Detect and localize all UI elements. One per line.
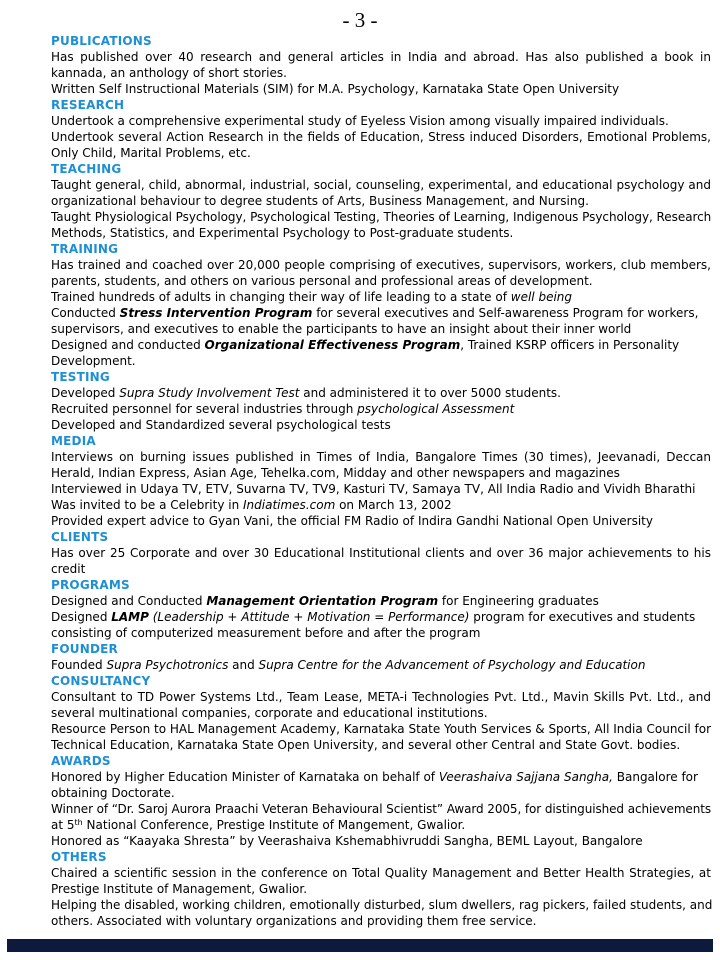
- publications-line: Has published over 40 research and general articles in India and abroad. Has also published a book in: [51, 50, 711, 64]
- awards-text: National Conference, Prestige Institute of Mangement, Gwalior.: [82, 818, 466, 832]
- research-line: Undertook a comprehensive experimental study of Eyeless Vision among visually impaired individuals.: [51, 114, 669, 128]
- others-line: Chaired a scientific session in the conference on Total Quality Management and Better Health Strategies, at: [51, 866, 711, 880]
- veerashaiva-sajjana-sangha: Veerashaiva Sajjana Sangha,: [438, 770, 613, 784]
- consultancy-line: Resource Person to HAL Management Academy, Karnataka State Youth Services & Sports, All India Council for: [51, 722, 712, 736]
- section-heading-media: MEDIA: [51, 434, 96, 448]
- consultancy-line: several multinational companies, corporate and educational institutions.: [51, 706, 488, 720]
- indiatimes-link-text: Indiatimes.com: [243, 498, 336, 512]
- awards-text: Bangalore for: [612, 770, 698, 784]
- teaching-line: Methods, Statistics, and Experimental Psychology to Post-graduate students.: [51, 226, 514, 240]
- supra-study-involvement-test: Supra Study Involvement Test: [119, 386, 300, 400]
- media-line: Herald, Indian Express, Asian Age, Tehelka.com, Midday and other newspapers and magazines: [51, 466, 620, 480]
- management-orientation-program: Management Orientation Program: [206, 594, 439, 608]
- training-line: [51, 337, 711, 353]
- training-line: [51, 305, 711, 321]
- teaching-line: Taught Physiological Psychology, Psychological Testing, Theories of Learning, Indigenous Psychology, Research: [51, 210, 712, 224]
- section-heading-research: RESEARCH: [51, 98, 125, 112]
- training-text: Designed and conducted: [51, 338, 205, 352]
- training-line: Has trained and coached over 20,000 people comprising of executives, supervisors, workers, club members,: [51, 258, 711, 272]
- others-line: Helping the disabled, working children, emotionally disturbed, slum dwellers, rag pickers, failed students, and: [51, 898, 713, 912]
- supra-centre: Supra Centre for the Advancement of Psychology and Education: [258, 658, 646, 672]
- section-heading-awards: AWARDS: [51, 754, 111, 768]
- section-heading-consultancy: CONSULTANCY: [51, 674, 151, 688]
- media-line: Interviews on burning issues published in Times of India, Bangalore Times (30 times), Jeevanadi, Deccan: [51, 450, 711, 464]
- founder-text: and: [228, 658, 259, 672]
- programs-line: [51, 593, 711, 609]
- awards-line: obtaining Doctorate.: [51, 786, 175, 800]
- training-line: parents, students, and others on various personal and professional areas of development.: [51, 274, 593, 288]
- publications-line: Written Self Instructional Materials (SIM) for M.A. Psychology, Karnataka State Open University: [51, 82, 620, 96]
- testing-text: Recruited personnel for several industries through: [51, 402, 358, 416]
- awards-text: at 5: [51, 818, 75, 832]
- others-line: Prestige Institute of Management, Gwalior.: [51, 882, 308, 896]
- resume-page-content: [51, 33, 711, 929]
- awards-line: Honored as “Kaayaka Shresta” by Veerashaiva Kshemabhivruddi Sangha, BEML Layout, Bangalore: [51, 834, 643, 848]
- programs-text: Designed and Conducted: [51, 594, 207, 608]
- programs-text: program for executives and students: [469, 610, 696, 624]
- training-text: Trained hundreds of adults in changing their way of life leading to a state of: [51, 290, 511, 304]
- media-line: Interviewed in Udaya TV, ETV, Suvarna TV, TV9, Kasturi TV, Samaya TV, All India Radio and Vividh Bharathi: [51, 482, 696, 496]
- media-line: Provided expert advice to Gyan Vani, the official FM Radio of Indira Gandhi National Open University: [51, 514, 653, 528]
- teaching-line: organizational behaviour to degree students of Arts, Business Management, and Nursing.: [51, 194, 589, 208]
- training-text: , Trained KSRP officers in Personality: [460, 338, 680, 352]
- teaching-line: Taught general, child, abnormal, industrial, social, counseling, experimental, and educational psychology and: [51, 178, 711, 192]
- clients-line: credit: [51, 562, 86, 576]
- page-number: - 3 -: [342, 8, 378, 32]
- training-line: [51, 289, 711, 305]
- founder-line: [51, 657, 711, 673]
- training-text: Conducted: [51, 306, 120, 320]
- section-heading-others: OTHERS: [51, 850, 107, 864]
- section-heading-teaching: TEACHING: [51, 162, 122, 176]
- awards-line: [51, 817, 711, 833]
- consultancy-line: Technical Education, Karnataka State Open University, and several other Central and State Govt. bodies.: [51, 738, 681, 752]
- research-line: Undertook several Action Research in the fields of Education, Stress induced Disorders, Emotional Problems,: [51, 130, 711, 144]
- programs-line: consisting of computerized measurement before and after the program: [51, 626, 481, 640]
- section-heading-programs: PROGRAMS: [51, 578, 130, 592]
- training-text: for several executives and Self-awareness Program for workers,: [312, 306, 699, 320]
- section-heading-testing: TESTING: [51, 370, 110, 384]
- programs-line: [51, 609, 711, 625]
- psychological-assessment: psychological Assessment: [357, 402, 515, 416]
- awards-line: [51, 769, 711, 785]
- training-line: supervisors, and executives to enable the participants to have an insight about their inner world: [51, 322, 632, 336]
- clients-line: Has over 25 Corporate and over 30 Educational Institutional clients and over 36 major achievements to his: [51, 546, 711, 560]
- section-heading-training: TRAINING: [51, 242, 119, 256]
- training-line: Development.: [51, 354, 136, 368]
- programs-text: for Engineering graduates: [438, 594, 599, 608]
- consultancy-line: Consultant to TD Power Systems Ltd., Team Lease, META-i Technologies Pvt. Ltd., Mavin Skills Pvt. Ltd., and: [51, 690, 711, 704]
- lamp-program: LAMP: [111, 610, 149, 624]
- supra-psychotronics: Supra Psychotronics: [106, 658, 229, 672]
- section-heading-founder: FOUNDER: [51, 642, 118, 656]
- ordinal-suffix: th: [74, 818, 83, 827]
- programs-text: Designed: [51, 610, 112, 624]
- testing-line: [51, 401, 711, 417]
- stress-intervention-program: Stress Intervention Program: [119, 306, 313, 320]
- publications-line: kannada, an anthology of short stories.: [51, 66, 287, 80]
- footer-bar: [7, 939, 713, 952]
- lamp-expansion: (Leadership + Attitude + Motivation = Performance): [148, 610, 470, 624]
- testing-line: [51, 385, 711, 401]
- founder-text: Founded: [51, 658, 107, 672]
- well-being-emphasis: well being: [510, 290, 573, 304]
- awards-line: Winner of “Dr. Saroj Aurora Praachi Veteran Behavioural Scientist” Award 2005, for distinguished achievements: [51, 802, 711, 816]
- media-text: on March 13, 2002: [335, 498, 452, 512]
- others-line: others. Associated with voluntary organizations and providing them free service.: [51, 914, 537, 928]
- testing-line: Developed and Standardized several psychological tests: [51, 418, 391, 432]
- awards-text: Honored by Higher Education Minister of Karnataka on behalf of: [51, 770, 439, 784]
- section-heading-publications: PUBLICATIONS: [51, 34, 152, 48]
- testing-text: and administered it to over 5000 students.: [299, 386, 561, 400]
- testing-text: Developed: [51, 386, 120, 400]
- research-line: Only Child, Marital Problems, etc.: [51, 146, 251, 160]
- section-heading-clients: CLIENTS: [51, 530, 109, 544]
- media-text: Was invited to be a Celebrity in: [51, 498, 243, 512]
- media-line: [51, 497, 711, 513]
- organizational-effectiveness-program: Organizational Effectiveness Program: [204, 338, 461, 352]
